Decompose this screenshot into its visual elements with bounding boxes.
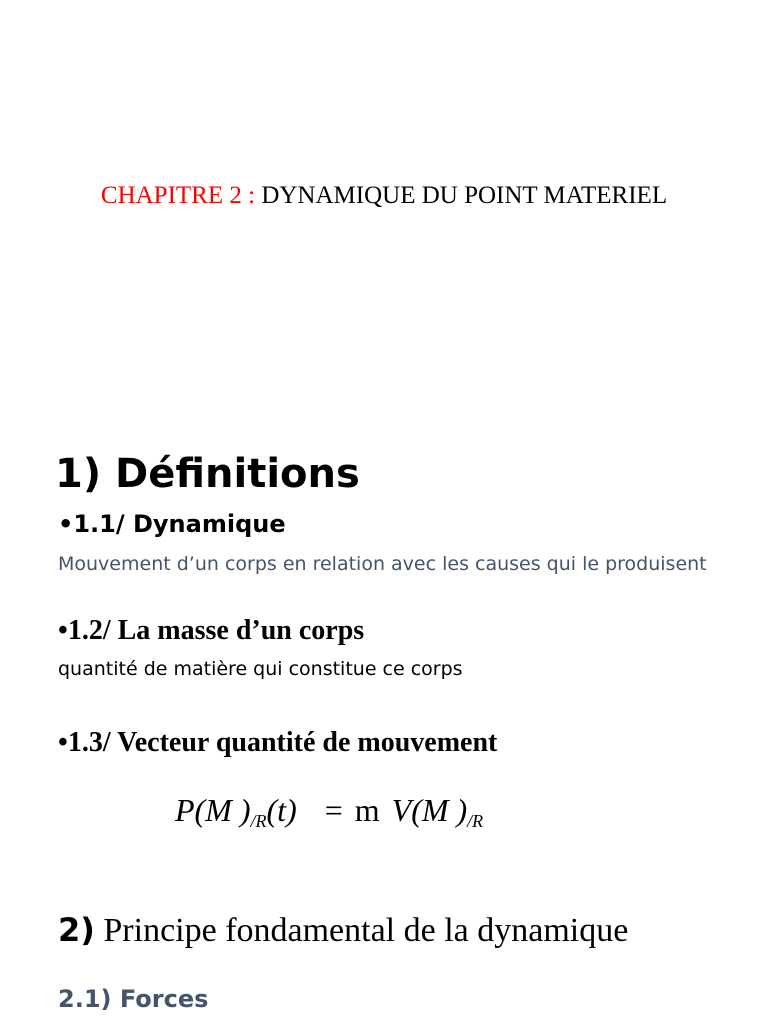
bullet: • bbox=[58, 727, 68, 758]
formula-equals: = bbox=[324, 792, 343, 828]
section-2-number: 2) bbox=[58, 911, 95, 949]
definition-item-masse bbox=[58, 615, 364, 647]
formula-lhs-sub: /R bbox=[250, 811, 267, 831]
formula-rhs-sub: /R bbox=[467, 811, 484, 831]
bullet: • bbox=[58, 615, 68, 646]
chapter-title-text: DYNAMIQUE DU POINT MATERIEL bbox=[255, 182, 668, 209]
formula-mass: m bbox=[354, 792, 380, 828]
formula-lhs-time: (t) bbox=[266, 792, 297, 828]
definition-title: 1.3/ Vecteur quantité de mouvement bbox=[67, 727, 498, 758]
formula-rhs-arg: (M ) bbox=[411, 792, 468, 828]
chapter-label: CHAPITRE 2 : bbox=[100, 182, 256, 209]
section-1-heading: 1) Définitions bbox=[55, 451, 360, 497]
definition-title: 1.2/ La masse d’un corps bbox=[67, 615, 365, 646]
definition-title: 1.1/ Dynamique bbox=[73, 510, 286, 538]
formula-rhs-symbol: V bbox=[391, 792, 412, 828]
definition-item-quantite-mouvement bbox=[58, 727, 497, 759]
section-2-heading bbox=[58, 908, 628, 953]
definition-description-dynamique: Mouvement d’un corps en relation avec les causes qui le produisent bbox=[58, 553, 707, 575]
bullet: • bbox=[58, 510, 74, 538]
definition-item-dynamique bbox=[58, 509, 286, 539]
section-2-title: Principe fondamental de la dynamique bbox=[94, 912, 629, 949]
subsection-forces: 2.1) Forces bbox=[58, 985, 209, 1013]
chapter-title bbox=[0, 180, 768, 212]
formula-lhs-symbol: P bbox=[175, 792, 195, 828]
formula-lhs-arg: (M ) bbox=[194, 792, 251, 828]
momentum-formula bbox=[175, 790, 483, 841]
definition-description-masse: quantité de matière qui constitue ce corps bbox=[58, 658, 463, 680]
